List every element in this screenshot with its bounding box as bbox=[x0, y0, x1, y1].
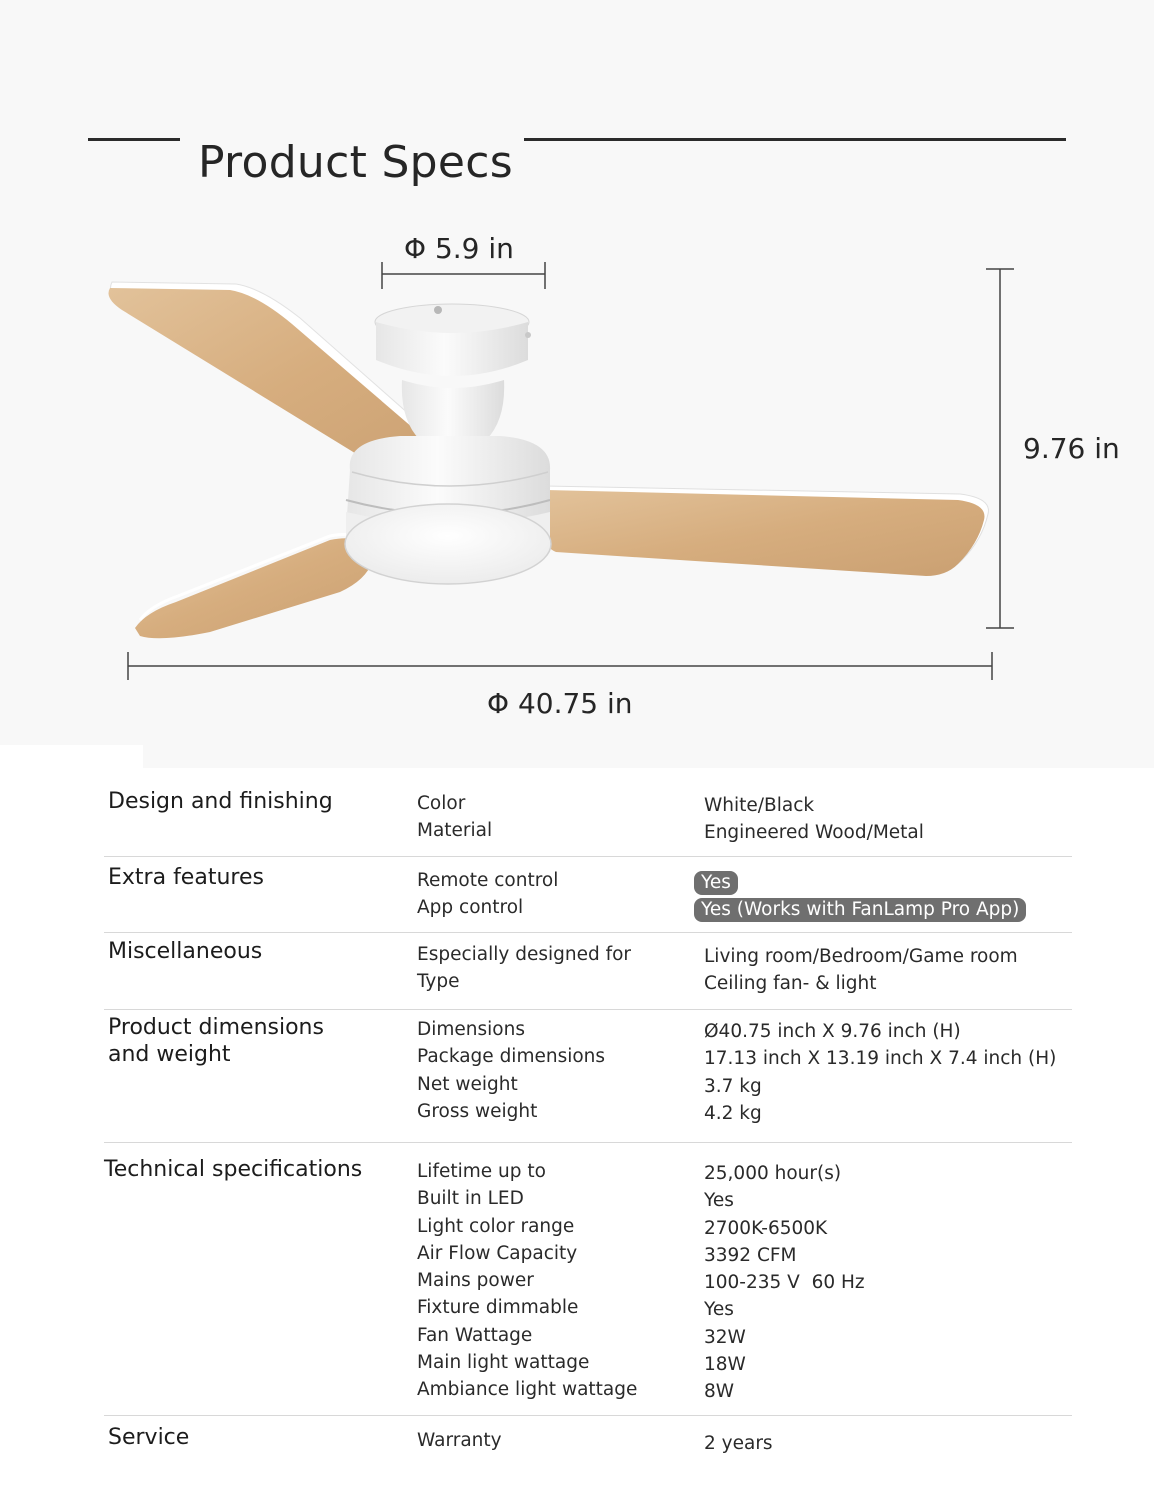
canopy-diameter-label: Φ 5.9 in bbox=[404, 232, 514, 265]
spec-value: 100-235 V 60 Hz bbox=[704, 1272, 865, 1294]
row-divider bbox=[104, 932, 1072, 933]
spec-values-service bbox=[704, 1430, 773, 1457]
spec-values-dimensions bbox=[704, 1018, 1056, 1127]
pill-line bbox=[701, 869, 1026, 896]
spec-category-dimensions bbox=[108, 1012, 324, 1067]
spec-values-design bbox=[704, 792, 924, 847]
spec-label: Dimensions bbox=[417, 1019, 525, 1040]
spec-category-service bbox=[108, 1422, 189, 1449]
row-divider bbox=[104, 1415, 1072, 1416]
page-title: Product Specs bbox=[198, 137, 513, 189]
spec-value: 18W bbox=[704, 1354, 746, 1376]
spec-label: Light color range bbox=[417, 1215, 575, 1237]
spec-value: Engineered Wood/Metal bbox=[704, 822, 924, 844]
spec-label: Lifetime up to bbox=[417, 1161, 546, 1182]
spec-value: 17.13 inch X 13.19 inch X 7.4 inch (H) bbox=[704, 1048, 1057, 1070]
spec-value: Ceiling fan- & light bbox=[704, 973, 877, 995]
spec-category-miscellaneous bbox=[108, 936, 262, 963]
spec-label: Type bbox=[417, 971, 460, 993]
spec-label: Material bbox=[417, 820, 493, 842]
spec-label: Warranty bbox=[417, 1430, 502, 1451]
spec-category-extra-features bbox=[108, 862, 264, 889]
spec-value: 2700K-6500K bbox=[704, 1217, 828, 1239]
spec-value: Living room/Bedroom/Game room bbox=[704, 946, 1018, 967]
spec-labels-technical bbox=[417, 1158, 637, 1404]
category-line: Design and finishing bbox=[108, 789, 333, 814]
spec-label: Gross weight bbox=[417, 1100, 538, 1122]
spec-label: Package dimensions bbox=[417, 1046, 606, 1068]
spec-values-extra-features bbox=[701, 869, 1026, 924]
spec-value: 4.2 kg bbox=[704, 1102, 762, 1124]
pill-line bbox=[701, 896, 1026, 923]
spec-label: Air Flow Capacity bbox=[417, 1242, 578, 1264]
spec-values-technical bbox=[704, 1160, 865, 1406]
spec-label: App control bbox=[417, 897, 524, 919]
category-line: Service bbox=[108, 1425, 190, 1450]
row-divider bbox=[104, 856, 1072, 857]
spec-category-design bbox=[108, 786, 333, 813]
category-line: Technical specifications bbox=[104, 1157, 363, 1182]
category-line: and weight bbox=[108, 1042, 231, 1068]
app-control-badge: Yes (Works with FanLamp Pro App) bbox=[694, 898, 1026, 922]
span-diameter-label: Φ 40.75 in bbox=[487, 687, 633, 720]
spec-value: 25,000 hour(s) bbox=[704, 1163, 842, 1184]
yes-badge: Yes bbox=[694, 871, 738, 895]
spec-label: Mains power bbox=[417, 1270, 534, 1292]
spec-label: Ambiance light wattage bbox=[417, 1379, 638, 1401]
category-line: Extra features bbox=[108, 865, 264, 890]
spec-label: Color bbox=[417, 793, 466, 814]
spec-labels-dimensions bbox=[417, 1016, 605, 1125]
row-divider bbox=[104, 1009, 1072, 1010]
spec-labels-design bbox=[417, 790, 492, 845]
spec-labels-extra-features bbox=[417, 867, 558, 922]
spec-value: 3392 CFM bbox=[704, 1244, 797, 1266]
spec-label: Especially designed for bbox=[417, 944, 632, 965]
category-line: Miscellaneous bbox=[108, 939, 263, 964]
spec-value: Yes bbox=[704, 1299, 734, 1321]
height-label: 9.76 in bbox=[1023, 432, 1120, 465]
spec-label: Fan Wattage bbox=[417, 1324, 533, 1346]
spec-value: Yes bbox=[704, 1190, 734, 1212]
category-line: Product dimensions bbox=[108, 1015, 324, 1040]
spec-label: Net weight bbox=[417, 1073, 518, 1095]
spec-value: 2 years bbox=[704, 1433, 773, 1454]
spec-value: 3.7 kg bbox=[704, 1075, 762, 1097]
spec-label: Built in LED bbox=[417, 1188, 524, 1210]
spec-label: Remote control bbox=[417, 870, 559, 891]
spec-value: Ø40.75 inch X 9.76 inch (H) bbox=[704, 1021, 961, 1042]
row-divider bbox=[104, 1142, 1072, 1143]
spec-label: Main light wattage bbox=[417, 1352, 590, 1374]
spec-value: 8W bbox=[704, 1381, 735, 1403]
spec-values-miscellaneous bbox=[704, 943, 1018, 998]
spec-labels-service bbox=[417, 1427, 502, 1454]
spec-labels-miscellaneous bbox=[417, 941, 631, 996]
spec-value: White/Black bbox=[704, 795, 815, 816]
spec-value: 32W bbox=[704, 1326, 746, 1348]
spec-category-technical bbox=[104, 1154, 362, 1181]
spec-label: Fixture dimmable bbox=[417, 1297, 579, 1319]
